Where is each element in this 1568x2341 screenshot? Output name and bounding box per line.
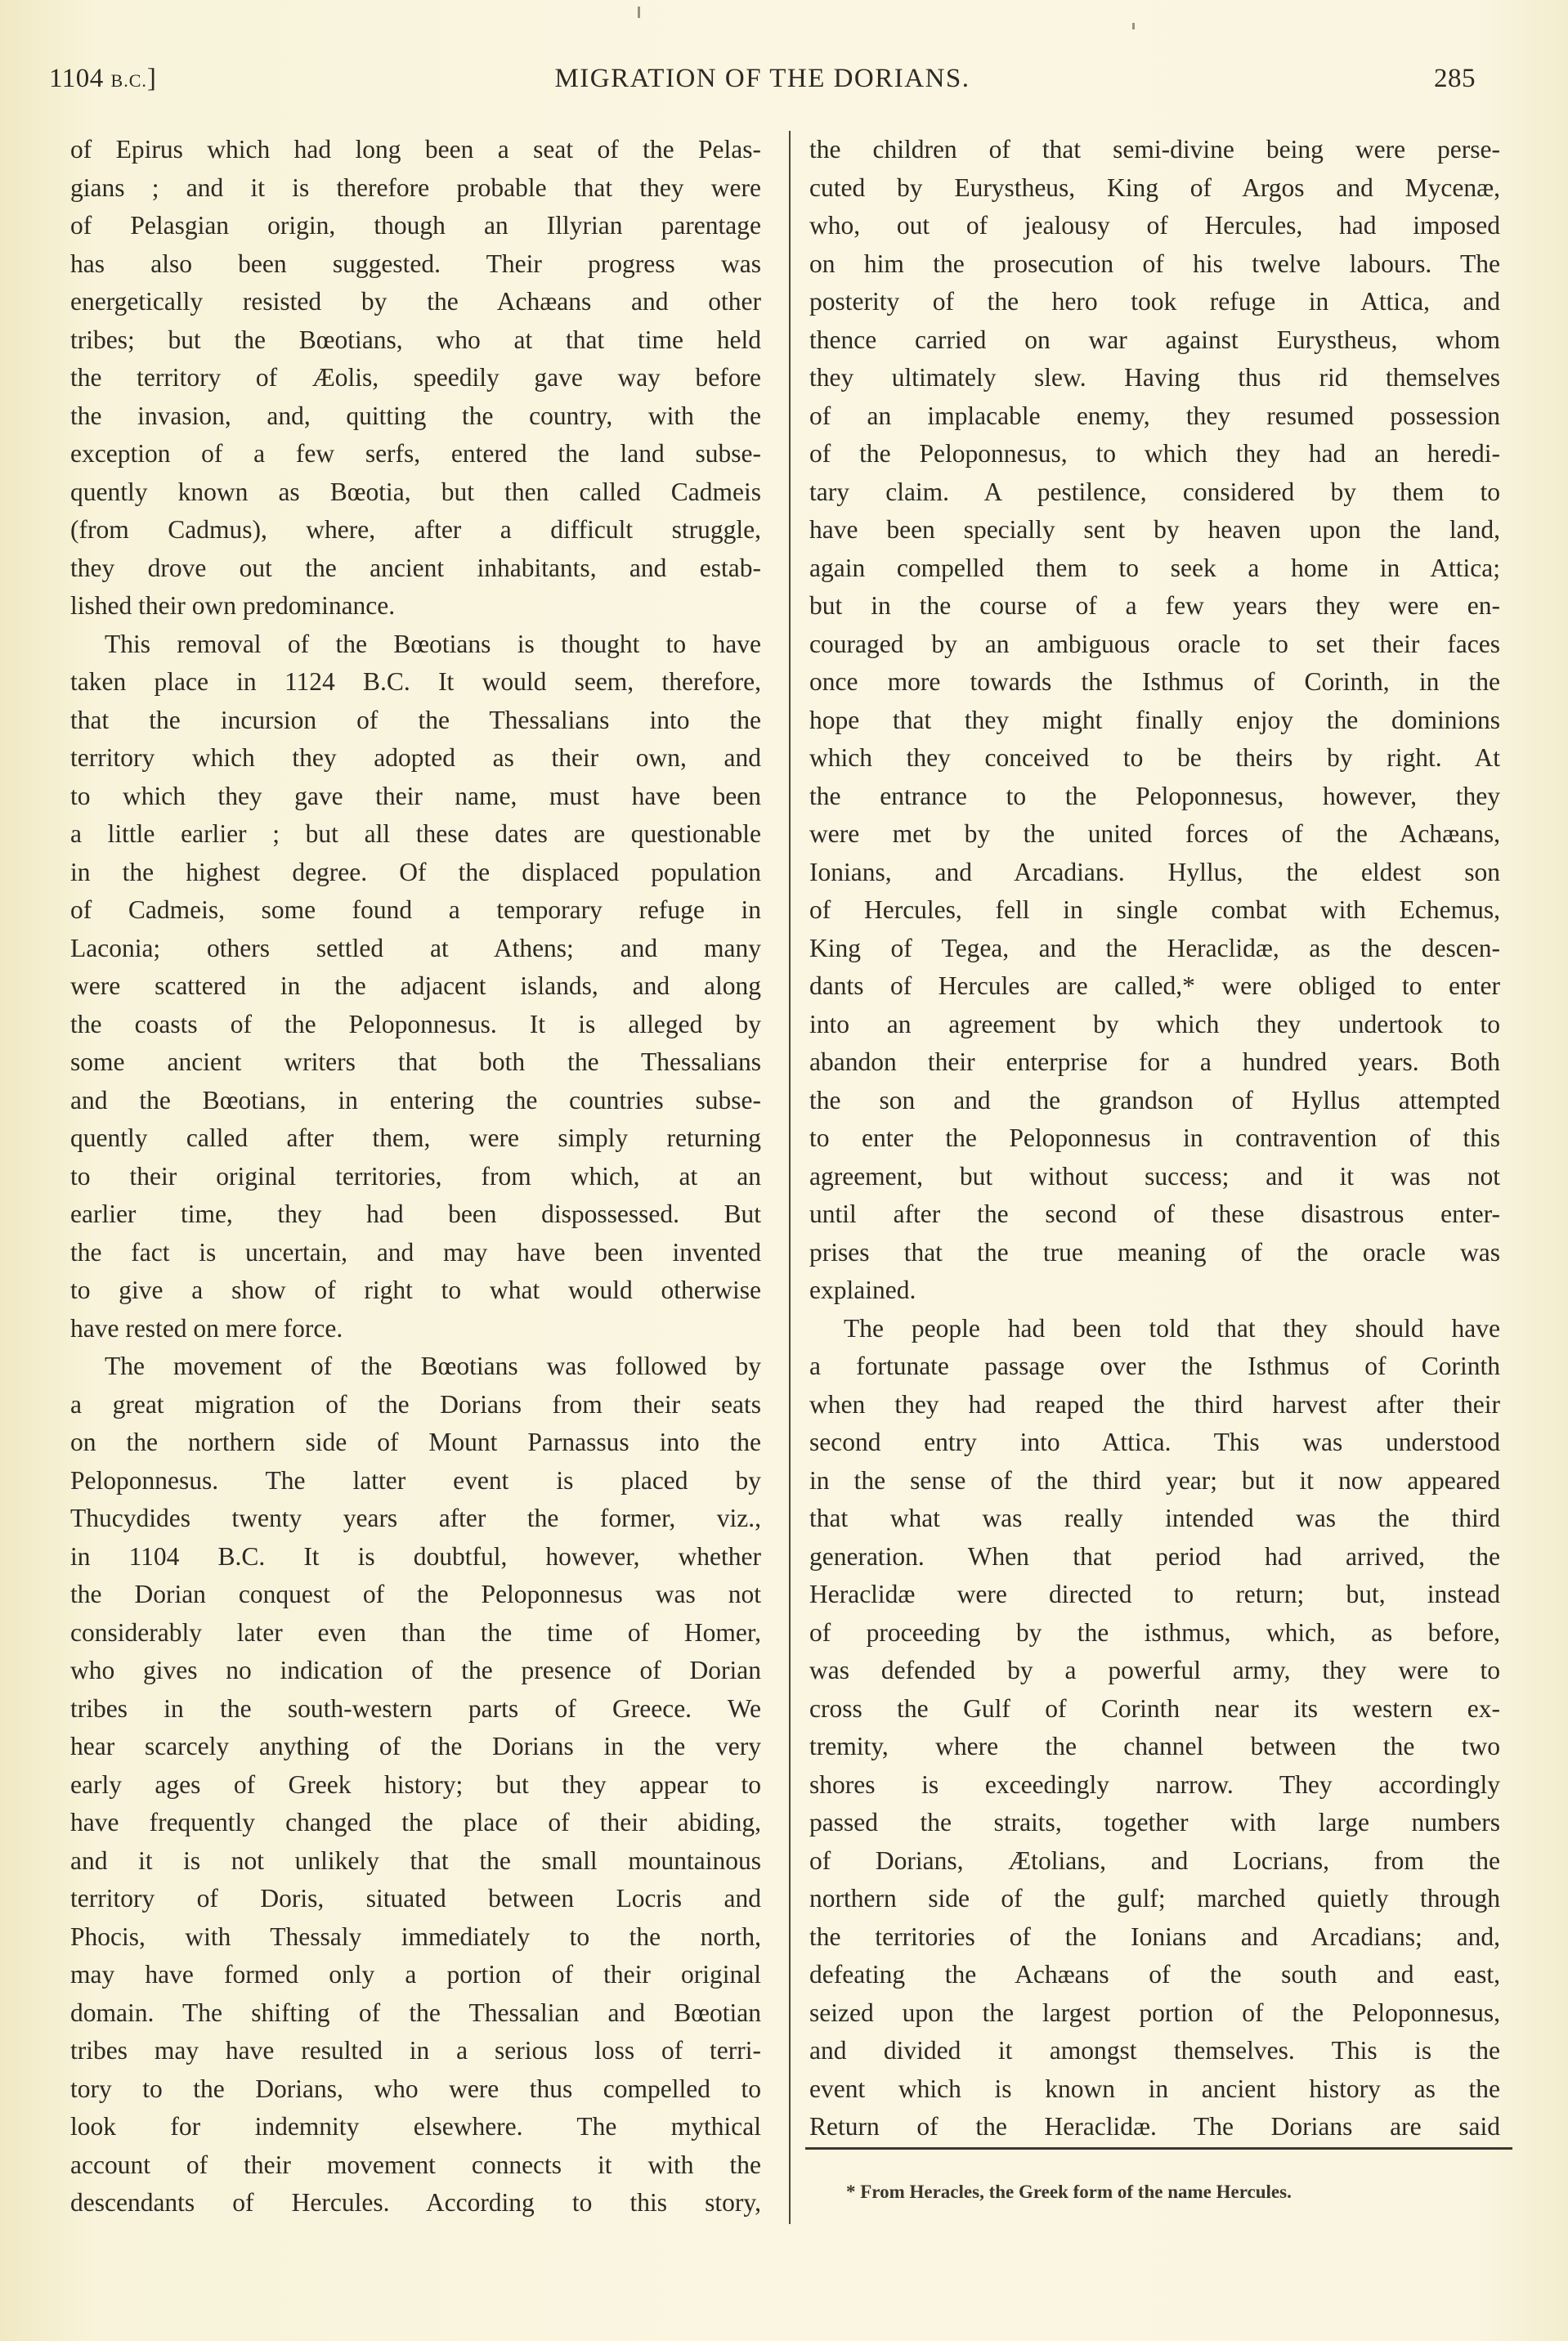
text-line: who gives no indication of the presence of Dorian bbox=[70, 1656, 761, 1684]
text-line: tribes; but the Bœotians, who at that time held bbox=[70, 325, 761, 354]
text-line: The movement of the Bœotians was followed by bbox=[105, 1352, 761, 1380]
text-line: they ultimately slew. Having thus rid themselves bbox=[809, 363, 1500, 392]
text-line: in the highest degree. Of the displaced population bbox=[70, 857, 761, 886]
page-number: 285 bbox=[1434, 64, 1476, 93]
text-line: Thucydides twenty years after the former, viz., bbox=[70, 1504, 761, 1532]
text-line: Return of the Heraclidæ. The Dorians are said bbox=[809, 2112, 1500, 2141]
text-line: of proceeding by the isthmus, which, as before, bbox=[809, 1617, 1500, 1647]
text-line: generation. When that period had arrived, the bbox=[809, 1541, 1500, 1571]
text-line: who, out of jealousy of Hercules, had imposed bbox=[809, 211, 1500, 240]
text-line: and the Bœotians, in entering the countries subse- bbox=[70, 1085, 761, 1114]
text-line: seized upon the largest portion of the Peloponnesus, bbox=[809, 1998, 1500, 2027]
text-line: were met by the united forces of the Achæans, bbox=[809, 819, 1500, 848]
text-line: a little earlier ; but all these dates are questionable bbox=[70, 819, 761, 848]
text-line: have been specially sent by heaven upon the land, bbox=[809, 515, 1500, 544]
text-line: in the sense of the third year; but it now appeared bbox=[809, 1465, 1500, 1495]
text-line: early ages of Greek history; but they appear to bbox=[70, 1769, 761, 1799]
text-line: quently known as Bœotia, but then called Cadmeis bbox=[70, 477, 761, 506]
text-line: defeating the Achæans of the south and east, bbox=[809, 1960, 1500, 1989]
text-line: of an implacable enemy, they resumed possession bbox=[809, 401, 1500, 430]
text-line: but in the course of a few years they were en- bbox=[809, 591, 1500, 620]
text-line: of Cadmeis, some found a temporary refuge in bbox=[70, 895, 761, 924]
text-line: the Dorian conquest of the Peloponnesus was not bbox=[70, 1580, 761, 1608]
text-line: to their original territories, from which, at an bbox=[70, 1161, 761, 1191]
text-line: may have formed only a portion of their original bbox=[70, 1960, 761, 1989]
text-line: that the incursion of the Thessalians into the bbox=[70, 705, 761, 734]
text-line: domain. The shifting of the Thessalian and Bœotian bbox=[70, 1998, 761, 2027]
text-line: the territory of Æolis, speedily gave way before bbox=[70, 363, 761, 392]
text-line: Heraclidæ were directed to return; but, instead bbox=[809, 1580, 1500, 1608]
text-line: energetically resisted by the Achæans and other bbox=[70, 287, 761, 316]
text-line: quently called after them, were simply returning bbox=[70, 1123, 761, 1152]
text-line: once more towards the Isthmus of Corinth, in the bbox=[809, 667, 1500, 696]
text-line: (from Cadmus), where, after a difficult struggle, bbox=[70, 515, 761, 544]
text-line: the son and the grandson of Hyllus attempted bbox=[809, 1085, 1500, 1114]
left-column bbox=[70, 131, 761, 2222]
text-line: event which is known in ancient history as the bbox=[809, 2074, 1500, 2103]
text-line: dants of Hercules are called,* were obliged to enter bbox=[809, 971, 1500, 1000]
text-line: couraged by an ambiguous oracle to set their faces bbox=[809, 629, 1500, 658]
header-era: B.C. bbox=[110, 70, 147, 91]
text-line: on him the prosecution of his twelve labours. The bbox=[809, 249, 1500, 278]
text-line: the coasts of the Peloponnesus. It is alleged by bbox=[70, 1009, 761, 1038]
text-line: prises that the true meaning of the oracle was bbox=[809, 1237, 1500, 1267]
text-line: cuted by Eurystheus, King of Argos and Mycenæ, bbox=[809, 173, 1500, 202]
text-line: a great migration of the Dorians from their seats bbox=[70, 1389, 761, 1419]
right-column bbox=[809, 131, 1500, 2146]
text-line: territory of Doris, situated between Locris and bbox=[70, 1884, 761, 1913]
text-line: of Epirus which had long been a seat of the Pelas- bbox=[70, 135, 761, 164]
chapter-title: MIGRATION OF THE DORIANS. bbox=[554, 64, 970, 93]
text-line: explained. bbox=[809, 1276, 916, 1304]
text-line: the children of that semi-divine being were perse- bbox=[809, 135, 1500, 164]
text-line: posterity of the hero took refuge in Attica, and bbox=[809, 287, 1500, 316]
text-line: were scattered in the adjacent islands, and along bbox=[70, 971, 761, 1000]
text-line: the entrance to the Peloponnesus, however, they bbox=[809, 781, 1500, 810]
text-line: tremity, where the channel between the two bbox=[809, 1732, 1500, 1760]
text-line: the invasion, and, quitting the country, with the bbox=[70, 401, 761, 430]
text-line: of Pelasgian origin, though an Illyrian parentage bbox=[70, 211, 761, 240]
text-line: hope that they might finally enjoy the dominions bbox=[809, 705, 1500, 734]
text-line: and it is not unlikely that the small mountainous bbox=[70, 1845, 761, 1875]
footnote: * From Heracles, the Greek form of the name Hercules. bbox=[846, 2182, 1292, 2202]
header-bracket: ] bbox=[146, 64, 157, 93]
text-line: hear scarcely anything of the Dorians in the very bbox=[70, 1732, 761, 1760]
text-line: agreement, but without success; and it was not bbox=[809, 1161, 1500, 1191]
scan-speck bbox=[1132, 23, 1135, 29]
text-line: thence carried on war against Eurystheus, whom bbox=[809, 325, 1500, 354]
text-line: tory to the Dorians, who were thus compelled to bbox=[70, 2074, 761, 2103]
text-line: of Dorians, Ætolians, and Locrians, from the bbox=[809, 1845, 1500, 1875]
text-line: taken place in 1124 B.C. It would seem, therefore, bbox=[70, 667, 761, 696]
text-line: King of Tegea, and the Heraclidæ, as the descen- bbox=[809, 933, 1500, 962]
text-line: tribes in the south-western parts of Greece. We bbox=[70, 1693, 761, 1723]
text-line: Phocis, with Thessaly immediately to the north, bbox=[70, 1922, 761, 1951]
text-line: which they conceived to be theirs by right. At bbox=[809, 743, 1500, 772]
text-line: territory which they adopted as their own, and bbox=[70, 743, 761, 772]
text-line: in 1104 B.C. It is doubtful, however, whether bbox=[70, 1541, 761, 1571]
text-line: of the Peloponnesus, to which they had an heredi- bbox=[809, 439, 1500, 468]
text-line: cross the Gulf of Corinth near its western ex- bbox=[809, 1693, 1500, 1723]
text-line: The people had been told that they should have bbox=[844, 1313, 1500, 1343]
text-line: have frequently changed the place of their abiding, bbox=[70, 1808, 761, 1836]
text-line: shores is exceedingly narrow. They accordingly bbox=[809, 1769, 1500, 1799]
text-line: Ionians, and Arcadians. Hyllus, the eldest son bbox=[809, 857, 1500, 886]
text-line: descendants of Hercules. According to this story, bbox=[70, 2188, 761, 2217]
text-line: earlier time, they had been dispossessed. But bbox=[70, 1200, 761, 1228]
text-line: into an agreement by which they undertook to bbox=[809, 1009, 1500, 1038]
text-line: again compelled them to seek a home in Attica; bbox=[809, 553, 1500, 582]
text-line: lished their own predominance. bbox=[70, 591, 396, 620]
text-line: until after the second of these disastrous enter- bbox=[809, 1200, 1500, 1228]
text-line: northern side of the gulf; marched quietly through bbox=[809, 1884, 1500, 1913]
text-line: tribes may have resulted in a serious loss of terri- bbox=[70, 2036, 761, 2065]
running-header bbox=[49, 59, 1476, 108]
text-line: to give a show of right to what would otherwise bbox=[70, 1276, 761, 1304]
text-line: the territories of the Ionians and Arcadians; and, bbox=[809, 1922, 1500, 1951]
column-divider bbox=[789, 131, 791, 2224]
text-line: when they had reaped the third harvest after their bbox=[809, 1389, 1500, 1419]
text-line: a fortunate passage over the Isthmus of Corinth bbox=[809, 1352, 1500, 1380]
footnote-divider bbox=[805, 2147, 1512, 2150]
text-line: account of their movement connects it with the bbox=[70, 2150, 761, 2179]
text-line: considerably later even than the time of Homer, bbox=[70, 1617, 761, 1647]
text-line: passed the straits, together with large numbers bbox=[809, 1808, 1500, 1836]
text-line: on the northern side of Mount Parnassus into the bbox=[70, 1428, 761, 1456]
text-line: exception of a few serfs, entered the land subse- bbox=[70, 439, 761, 468]
text-line: Laconia; others settled at Athens; and many bbox=[70, 933, 761, 962]
text-line: to which they gave their name, must have been bbox=[70, 781, 761, 810]
header-year: 1104 bbox=[49, 64, 104, 93]
text-line: has also been suggested. Their progress was bbox=[70, 249, 761, 278]
text-line: Peloponnesus. The latter event is placed by bbox=[70, 1465, 761, 1495]
text-line: gians ; and it is therefore probable that they were bbox=[70, 173, 761, 202]
text-line: and divided it amongst themselves. This is the bbox=[809, 2036, 1500, 2065]
text-line: that what was really intended was the third bbox=[809, 1504, 1500, 1532]
text-line: look for indemnity elsewhere. The mythical bbox=[70, 2112, 761, 2141]
text-line: This removal of the Bœotians is thought to have bbox=[105, 629, 761, 658]
text-line: the fact is uncertain, and may have been invented bbox=[70, 1237, 761, 1267]
scan-speck bbox=[638, 7, 640, 18]
text-line: was defended by a powerful army, they were to bbox=[809, 1656, 1500, 1684]
text-line: to enter the Peloponnesus in contravention of this bbox=[809, 1123, 1500, 1152]
text-line: have rested on mere force. bbox=[70, 1313, 343, 1343]
text-line: some ancient writers that both the Thessalians bbox=[70, 1047, 761, 1076]
text-line: tary claim. A pestilence, considered by them to bbox=[809, 477, 1500, 506]
text-line: abandon their enterprise for a hundred years. Both bbox=[809, 1047, 1500, 1076]
text-line: of Hercules, fell in single combat with Echemus, bbox=[809, 895, 1500, 924]
text-line: second entry into Attica. This was understood bbox=[809, 1428, 1500, 1456]
text-line: they drove out the ancient inhabitants, and estab- bbox=[70, 553, 761, 582]
